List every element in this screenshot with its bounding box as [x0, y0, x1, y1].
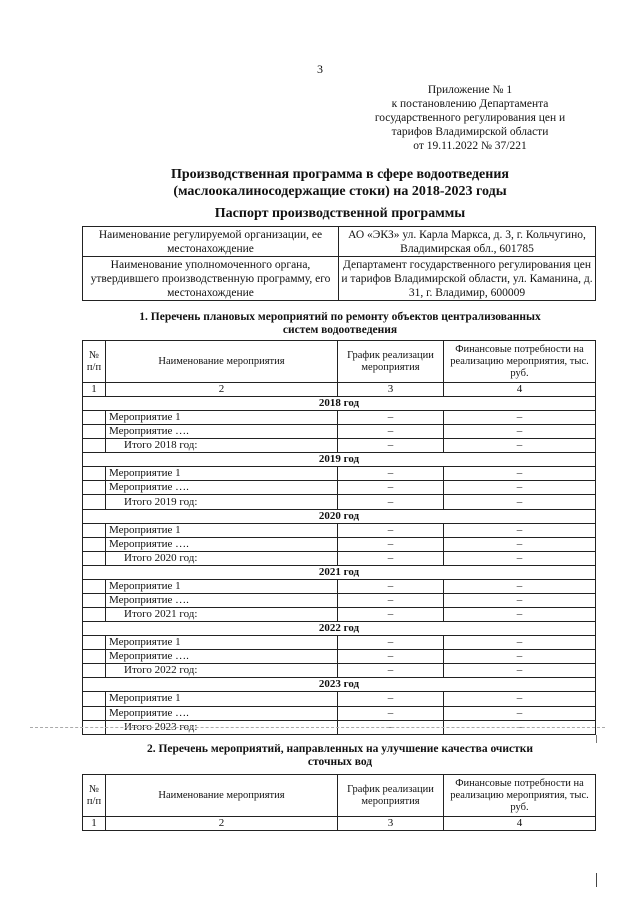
passport-value: АО «ЭКЗ» ул. Карла Маркса, д. 3, г. Кольчугино, Владимирская обл., 601785 [339, 227, 596, 257]
section-title-line: 2. Перечень мероприятий, направленных на улучшение качества очистки [146, 743, 534, 755]
year-row [83, 453, 596, 467]
measure-name: Мероприятие …. [106, 650, 338, 664]
finance-cell: – [444, 523, 596, 537]
finance-cell: – [444, 537, 596, 551]
passport-label: Наименование регулируемой организации, ее местонахождение [83, 227, 339, 257]
finance-cell: – [444, 692, 596, 706]
year-label: 2021 год [83, 565, 596, 579]
total-label: Итого 2023 год: [106, 720, 338, 734]
year-row [83, 509, 596, 523]
num-cell [83, 706, 106, 720]
page-number: 3 [317, 62, 323, 76]
year-label: 2020 год [83, 509, 596, 523]
column-number: 3 [338, 383, 444, 397]
schedule-cell: – [338, 650, 444, 664]
table-row [83, 537, 596, 551]
schedule-cell: – [338, 411, 444, 425]
passport-table [82, 226, 596, 301]
num-cell [83, 636, 106, 650]
year-label: 2022 год [83, 622, 596, 636]
header-schedule: График реализации мероприятия [338, 341, 444, 383]
header-name: Наименование мероприятия [106, 341, 338, 383]
document-title [100, 166, 580, 200]
table-row [83, 650, 596, 664]
measure-name: Мероприятие 1 [106, 579, 338, 593]
num-cell [83, 664, 106, 678]
repair-measures-table [82, 340, 596, 735]
finance-cell: – [444, 593, 596, 607]
schedule-cell: – [338, 551, 444, 565]
scan-artifact-mark [596, 735, 597, 743]
measure-name: Мероприятие 1 [106, 411, 338, 425]
schedule-cell: – [338, 579, 444, 593]
measure-name: Мероприятие 1 [106, 523, 338, 537]
finance-cell: – [444, 706, 596, 720]
year-row [83, 397, 596, 411]
header-schedule: График реализации мероприятия [338, 775, 444, 817]
year-row [83, 565, 596, 579]
num-cell [83, 481, 106, 495]
appendix-line: от 19.11.2022 № 37/221 [413, 140, 527, 152]
finance-cell: – [444, 720, 596, 734]
table-row [83, 664, 596, 678]
schedule-cell: – [338, 706, 444, 720]
schedule-cell: – [338, 593, 444, 607]
total-label: Итого 2020 год: [106, 551, 338, 565]
schedule-cell: – [338, 608, 444, 622]
finance-cell: – [444, 608, 596, 622]
schedule-cell: – [338, 467, 444, 481]
total-label: Итого 2018 год: [106, 439, 338, 453]
table-row [83, 467, 596, 481]
finance-cell: – [444, 636, 596, 650]
table-row [83, 608, 596, 622]
year-label: 2018 год [83, 397, 596, 411]
schedule-cell: – [338, 439, 444, 453]
table-row [83, 579, 596, 593]
num-cell [83, 537, 106, 551]
measure-name: Мероприятие …. [106, 537, 338, 551]
passport-heading: Паспорт производственной программы [214, 206, 466, 221]
appendix-line: государственного регулирования цен и [374, 112, 566, 124]
finance-cell: – [444, 495, 596, 509]
title-line: Производственная программа в сфере водоотведения [171, 167, 509, 182]
finance-cell: – [444, 650, 596, 664]
table-row [83, 692, 596, 706]
section-title-line: 1. Перечень плановых мероприятий по ремонту объектов централизованных [139, 311, 541, 323]
num-cell [83, 650, 106, 664]
total-label: Итого 2022 год: [106, 664, 338, 678]
column-number-row [83, 817, 596, 831]
section-title-line: систем водоотведения [282, 324, 398, 336]
table-header-row [83, 775, 596, 817]
num-cell [83, 523, 106, 537]
table-row [83, 481, 596, 495]
finance-cell: – [444, 551, 596, 565]
column-number: 1 [83, 383, 106, 397]
measure-name: Мероприятие …. [106, 481, 338, 495]
header-num: № п/п [83, 341, 106, 383]
schedule-cell: – [338, 537, 444, 551]
measure-name: Мероприятие 1 [106, 692, 338, 706]
section1-title [90, 311, 590, 337]
year-label: 2023 год [83, 678, 596, 692]
passport-label: Наименование уполномоченного органа, утвердившего производственную программу, его местонахождение [83, 257, 339, 301]
schedule-cell: – [338, 636, 444, 650]
finance-cell: – [444, 467, 596, 481]
table-row [83, 636, 596, 650]
schedule-cell: – [338, 720, 444, 734]
schedule-cell: – [338, 523, 444, 537]
column-number: 4 [444, 383, 596, 397]
column-number: 1 [83, 817, 106, 831]
measure-name: Мероприятие 1 [106, 467, 338, 481]
appendix-line: тарифов Владимирской области [391, 126, 549, 138]
appendix-block [330, 83, 610, 153]
table-row [83, 523, 596, 537]
schedule-cell: – [338, 692, 444, 706]
schedule-cell: – [338, 481, 444, 495]
column-number: 3 [338, 817, 444, 831]
appendix-line: Приложение № 1 [427, 84, 513, 96]
num-cell [83, 551, 106, 565]
num-cell [83, 439, 106, 453]
finance-cell: – [444, 664, 596, 678]
num-cell [83, 593, 106, 607]
table-row [83, 593, 596, 607]
finance-cell: – [444, 481, 596, 495]
table-row [83, 425, 596, 439]
num-cell [83, 495, 106, 509]
section2-title [90, 743, 590, 769]
header-finance: Финансовые потребности на реализацию мероприятия, тыс. руб. [444, 775, 596, 817]
finance-cell: – [444, 411, 596, 425]
schedule-cell: – [338, 425, 444, 439]
total-label: Итого 2021 год: [106, 608, 338, 622]
header-num: № п/п [83, 775, 106, 817]
column-number-row [83, 383, 596, 397]
finance-cell: – [444, 579, 596, 593]
finance-cell: – [444, 439, 596, 453]
appendix-line: к постановлению Департамента [391, 98, 549, 110]
column-number: 4 [444, 817, 596, 831]
measure-name: Мероприятие …. [106, 706, 338, 720]
header-finance: Финансовые потребности на реализацию мероприятия, тыс. руб. [444, 341, 596, 383]
schedule-cell: – [338, 495, 444, 509]
year-row [83, 622, 596, 636]
total-label: Итого 2019 год: [106, 495, 338, 509]
scan-artifact-mark [596, 873, 597, 887]
num-cell [83, 425, 106, 439]
measure-name: Мероприятие 1 [106, 636, 338, 650]
quality-measures-table [82, 774, 596, 831]
measure-name: Мероприятие …. [106, 425, 338, 439]
table-row [83, 706, 596, 720]
passport-row [83, 257, 596, 301]
num-cell [83, 608, 106, 622]
year-label: 2019 год [83, 453, 596, 467]
num-cell [83, 692, 106, 706]
table-row [83, 411, 596, 425]
table-row [83, 439, 596, 453]
column-number: 2 [106, 817, 338, 831]
table-header-row [83, 341, 596, 383]
passport-value: Департамент государственного регулирования цен и тарифов Владимирской области, ул. Каманина, д. 31, г. Владимир, 600009 [339, 257, 596, 301]
header-name: Наименование мероприятия [106, 775, 338, 817]
num-cell [83, 411, 106, 425]
year-row [83, 678, 596, 692]
table-row [83, 551, 596, 565]
num-cell [83, 467, 106, 481]
schedule-cell: – [338, 664, 444, 678]
num-cell [83, 579, 106, 593]
title-line: (маслоокалиносодержащие стоки) на 2018-2023 годы [173, 184, 507, 199]
section-title-line: сточных вод [307, 756, 373, 768]
scan-artifact-line [30, 727, 605, 728]
table-row [83, 495, 596, 509]
finance-cell: – [444, 425, 596, 439]
column-number: 2 [106, 383, 338, 397]
passport-row [83, 227, 596, 257]
measure-name: Мероприятие …. [106, 593, 338, 607]
